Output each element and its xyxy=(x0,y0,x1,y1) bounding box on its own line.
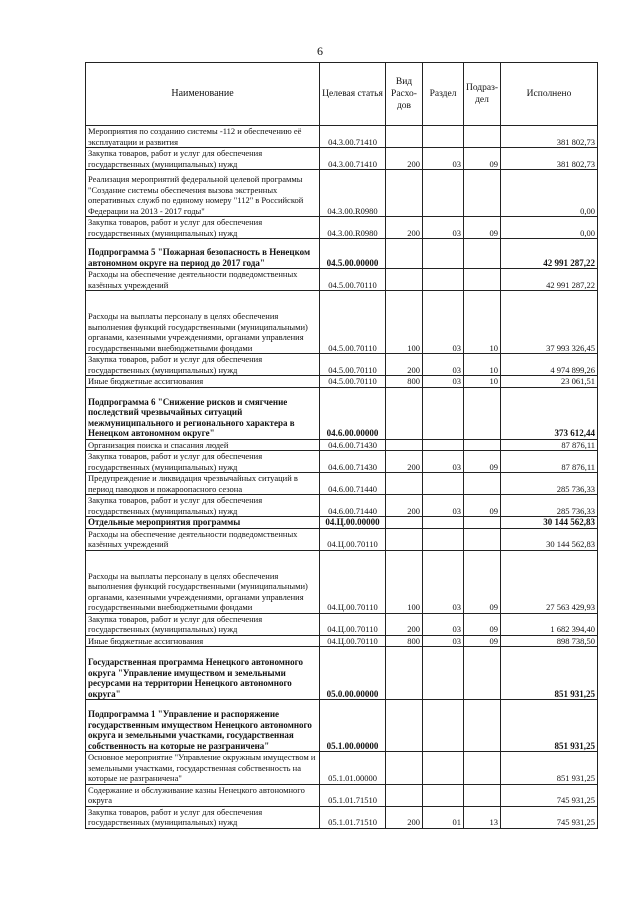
header-vid: Вид Расхо-дов xyxy=(386,63,423,126)
table-row xyxy=(86,387,598,439)
row-sum: 30 144 562,83 xyxy=(501,528,598,550)
header-sum: Исполнено xyxy=(501,63,598,126)
row-vid: 200 xyxy=(386,451,423,473)
table-row xyxy=(86,495,598,517)
row-razdel xyxy=(423,647,464,700)
row-vid: 200 xyxy=(386,806,423,828)
row-code: 04.5.00.00000 xyxy=(320,239,386,269)
row-sum: 898 738,50 xyxy=(501,635,598,647)
row-podrazdel: 09 xyxy=(464,451,501,473)
row-podrazdel xyxy=(464,387,501,439)
row-sum: 87 876,11 xyxy=(501,439,598,451)
row-razdel xyxy=(423,528,464,550)
row-code: 05.1.01.71510 xyxy=(320,784,386,806)
row-podrazdel: 09 xyxy=(464,635,501,647)
row-code: 04.3.00.R0980 xyxy=(320,217,386,239)
row-name: Подпрограмма 6 "Снижение рисков и смягчение последствий чрезвычайных ситуаций межмуниципального и регионального характера в Ненецком автономном округе" xyxy=(86,387,320,439)
row-razdel xyxy=(423,387,464,439)
row-vid: 100 xyxy=(386,291,423,354)
row-sum: 37 993 326,45 xyxy=(501,291,598,354)
row-sum: 4 974 899,26 xyxy=(501,354,598,376)
table-row xyxy=(86,354,598,376)
row-vid: 100 xyxy=(386,550,423,613)
row-podrazdel: 09 xyxy=(464,217,501,239)
row-podrazdel xyxy=(464,439,501,451)
row-name: Отдельные мероприятия программы xyxy=(86,517,320,529)
row-name: Расходы на обеспечение деятельности подведомственных казённых учреждений xyxy=(86,528,320,550)
row-razdel xyxy=(423,473,464,495)
row-razdel: 03 xyxy=(423,217,464,239)
row-sum: 0,00 xyxy=(501,217,598,239)
row-podrazdel: 10 xyxy=(464,291,501,354)
header-row xyxy=(86,63,598,126)
row-code: 04.Ц.00.70110 xyxy=(320,635,386,647)
row-razdel: 03 xyxy=(423,354,464,376)
row-name: Расходы на выплаты персоналу в целях обеспечения выполнения функций государственными (муниципальными) органами, казенными учреждениями, органами управления государственными внебюджетными фондами xyxy=(86,550,320,613)
row-podrazdel: 10 xyxy=(464,354,501,376)
row-code: 04.5.00.70110 xyxy=(320,269,386,291)
row-vid xyxy=(386,439,423,451)
row-podrazdel xyxy=(464,784,501,806)
row-razdel: 03 xyxy=(423,495,464,517)
row-vid xyxy=(386,269,423,291)
row-name: Расходы на выплаты персоналу в целях обеспечения выполнения функций государственными (муниципальными) органами, казенными учреждениями, органами управления государственными внебюджетными фондами xyxy=(86,291,320,354)
row-code: 04.5.00.70110 xyxy=(320,354,386,376)
row-name: Иные бюджетные ассигнования xyxy=(86,376,320,388)
row-podrazdel xyxy=(464,269,501,291)
table-row xyxy=(86,148,598,170)
row-vid: 200 xyxy=(386,217,423,239)
table-row xyxy=(86,439,598,451)
row-name: Закупка товаров, работ и услуг для обеспечения государственных (муниципальных) нужд xyxy=(86,354,320,376)
row-code: 05.1.01.00000 xyxy=(320,752,386,785)
table-row xyxy=(86,647,598,700)
row-razdel: 03 xyxy=(423,550,464,613)
table-row xyxy=(86,170,598,217)
row-vid: 200 xyxy=(386,613,423,635)
table-row xyxy=(86,528,598,550)
row-sum: 285 736,33 xyxy=(501,495,598,517)
budget-table xyxy=(85,62,598,829)
row-podrazdel xyxy=(464,170,501,217)
row-vid xyxy=(386,784,423,806)
row-vid xyxy=(386,517,423,529)
row-razdel: 01 xyxy=(423,806,464,828)
row-sum: 745 931,25 xyxy=(501,784,598,806)
row-vid xyxy=(386,528,423,550)
row-podrazdel: 09 xyxy=(464,613,501,635)
row-podrazdel: 09 xyxy=(464,495,501,517)
table-row xyxy=(86,784,598,806)
row-podrazdel: 13 xyxy=(464,806,501,828)
row-name: Закупка товаров, работ и услуг для обеспечения государственных (муниципальных) нужд xyxy=(86,806,320,828)
row-vid xyxy=(386,700,423,752)
row-razdel: 03 xyxy=(423,376,464,388)
table-row xyxy=(86,451,598,473)
row-sum: 30 144 562,83 xyxy=(501,517,598,529)
row-code: 05.1.00.00000 xyxy=(320,700,386,752)
row-vid: 200 xyxy=(386,354,423,376)
row-sum: 42 991 287,22 xyxy=(501,239,598,269)
row-vid: 200 xyxy=(386,495,423,517)
row-razdel xyxy=(423,269,464,291)
row-vid: 800 xyxy=(386,376,423,388)
row-name: Закупка товаров, работ и услуг для обеспечения государственных (муниципальных) нужд xyxy=(86,148,320,170)
row-podrazdel xyxy=(464,517,501,529)
row-podrazdel: 10 xyxy=(464,376,501,388)
table-row xyxy=(86,217,598,239)
row-name: Основное мероприятие "Управление окружным имуществом и земельными участками, государственная собственность на которые не разграничена" xyxy=(86,752,320,785)
row-vid xyxy=(386,387,423,439)
row-razdel xyxy=(423,239,464,269)
table-row xyxy=(86,613,598,635)
table-body xyxy=(86,126,598,829)
row-razdel xyxy=(423,517,464,529)
row-code: 04.Ц.00.70110 xyxy=(320,528,386,550)
row-podrazdel xyxy=(464,473,501,495)
row-name: Иные бюджетные ассигнования xyxy=(86,635,320,647)
row-vid xyxy=(386,170,423,217)
row-podrazdel xyxy=(464,752,501,785)
row-code: 04.6.00.71440 xyxy=(320,495,386,517)
row-vid xyxy=(386,752,423,785)
row-sum: 0,00 xyxy=(501,170,598,217)
table-row xyxy=(86,635,598,647)
table-row xyxy=(86,269,598,291)
row-code: 04.Ц.00.70110 xyxy=(320,550,386,613)
row-name: Закупка товаров, работ и услуг для обеспечения государственных (муниципальных) нужд xyxy=(86,217,320,239)
row-razdel xyxy=(423,126,464,148)
table-row xyxy=(86,239,598,269)
row-sum: 851 931,25 xyxy=(501,700,598,752)
row-razdel: 03 xyxy=(423,635,464,647)
row-razdel xyxy=(423,170,464,217)
row-code: 04.6.00.71430 xyxy=(320,439,386,451)
row-razdel: 03 xyxy=(423,291,464,354)
table-row xyxy=(86,550,598,613)
row-razdel xyxy=(423,752,464,785)
row-name: Государственная программа Ненецкого автономного округа "Управление имуществом и земельными ресурсами на территории Ненецкого автономного округа" xyxy=(86,647,320,700)
row-vid xyxy=(386,473,423,495)
row-code: 04.5.00.70110 xyxy=(320,291,386,354)
row-code: 04.Ц.00.00000 xyxy=(320,517,386,529)
table-row xyxy=(86,291,598,354)
row-code: 04.3.00.R0980 xyxy=(320,170,386,217)
header-podrazdel: Подраз-дел xyxy=(464,63,501,126)
page-number: 6 xyxy=(317,44,323,58)
row-name: Закупка товаров, работ и услуг для обеспечения государственных (муниципальных) нужд xyxy=(86,613,320,635)
header-code: Целевая статья xyxy=(320,63,386,126)
row-sum: 373 612,44 xyxy=(501,387,598,439)
row-name: Предупреждение и ликвидация чрезвычайных ситуаций в период паводков и пожароопасного сезона xyxy=(86,473,320,495)
row-name: Подпрограмма 1 "Управление и распоряжение государственным имуществом Ненецкого автономного округа и земельными участками, государственная собственность на которые не разграничена" xyxy=(86,700,320,752)
row-sum: 27 563 429,93 xyxy=(501,550,598,613)
row-code: 04.3.00.71410 xyxy=(320,126,386,148)
row-name: Организация поиска и спасания людей xyxy=(86,439,320,451)
row-sum: 42 991 287,22 xyxy=(501,269,598,291)
row-code: 04.6.00.71440 xyxy=(320,473,386,495)
row-vid xyxy=(386,239,423,269)
row-sum: 851 931,25 xyxy=(501,752,598,785)
row-sum: 87 876,11 xyxy=(501,451,598,473)
row-name: Подпрограмма 5 "Пожарная безопасность в Ненецком автономном округе на период до 2017 года" xyxy=(86,239,320,269)
row-podrazdel xyxy=(464,700,501,752)
row-code: 05.1.01.71510 xyxy=(320,806,386,828)
table-row xyxy=(86,126,598,148)
row-name: Реализация мероприятий федеральной целевой программы "Создание системы обеспечения вызова экстренных оперативных служб по единому номеру "112" в Российской Федерации на 2013 - 2017 годы" xyxy=(86,170,320,217)
row-name: Расходы на обеспечение деятельности подведомственных казённых учреждений xyxy=(86,269,320,291)
row-code: 04.Ц.00.70110 xyxy=(320,613,386,635)
row-sum: 23 061,51 xyxy=(501,376,598,388)
header-razdel: Раздел xyxy=(423,63,464,126)
row-podrazdel xyxy=(464,647,501,700)
row-sum: 285 736,33 xyxy=(501,473,598,495)
row-podrazdel xyxy=(464,239,501,269)
row-code: 05.0.00.00000 xyxy=(320,647,386,700)
row-razdel xyxy=(423,439,464,451)
table-row xyxy=(86,700,598,752)
table-row xyxy=(86,473,598,495)
row-name: Закупка товаров, работ и услуг для обеспечения государственных (муниципальных) нужд xyxy=(86,495,320,517)
row-razdel xyxy=(423,784,464,806)
row-podrazdel: 09 xyxy=(464,550,501,613)
row-razdel: 03 xyxy=(423,148,464,170)
table-row xyxy=(86,806,598,828)
row-vid xyxy=(386,126,423,148)
row-code: 04.5.00.70110 xyxy=(320,376,386,388)
row-sum: 381 802,73 xyxy=(501,126,598,148)
row-vid xyxy=(386,647,423,700)
row-sum: 745 931,25 xyxy=(501,806,598,828)
row-razdel: 03 xyxy=(423,451,464,473)
row-razdel xyxy=(423,700,464,752)
row-sum: 851 931,25 xyxy=(501,647,598,700)
row-sum: 381 802,73 xyxy=(501,148,598,170)
row-code: 04.6.00.71430 xyxy=(320,451,386,473)
table-row xyxy=(86,752,598,785)
row-podrazdel xyxy=(464,528,501,550)
row-razdel: 03 xyxy=(423,613,464,635)
table-row xyxy=(86,376,598,388)
row-sum: 1 682 394,40 xyxy=(501,613,598,635)
table-row xyxy=(86,517,598,529)
row-code: 04.3.00.71410 xyxy=(320,148,386,170)
row-vid: 800 xyxy=(386,635,423,647)
row-podrazdel xyxy=(464,126,501,148)
row-podrazdel: 09 xyxy=(464,148,501,170)
row-name: Содержание и обслуживание казны Ненецкого автономного округа xyxy=(86,784,320,806)
header-name: Наименование xyxy=(86,63,320,126)
row-vid: 200 xyxy=(386,148,423,170)
row-name: Мероприятия по созданию системы -112 и обеспечению её эксплуатации и развития xyxy=(86,126,320,148)
row-name: Закупка товаров, работ и услуг для обеспечения государственных (муниципальных) нужд xyxy=(86,451,320,473)
row-code: 04.6.00.00000 xyxy=(320,387,386,439)
